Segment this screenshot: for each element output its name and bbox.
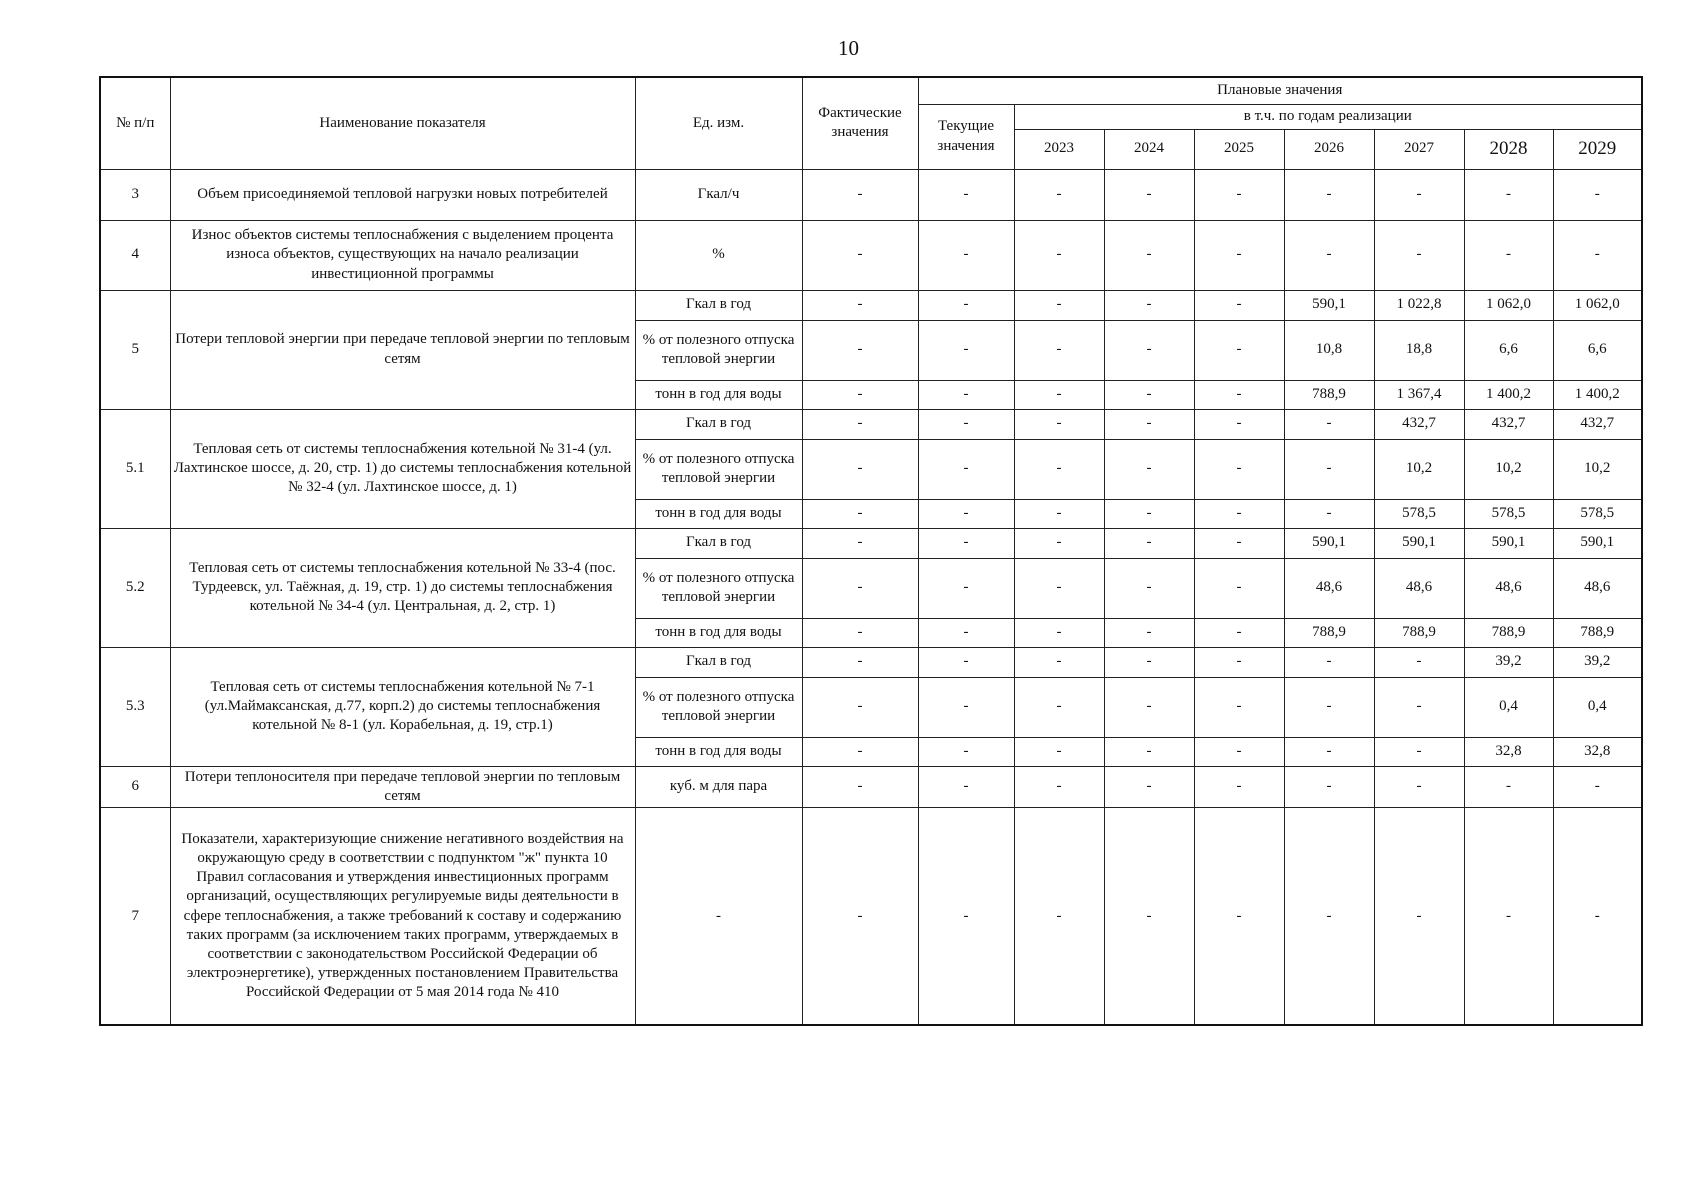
- value-cell: -: [1104, 409, 1194, 439]
- value-cell: 1 400,2: [1553, 380, 1642, 409]
- value-cell: -: [1374, 807, 1464, 1025]
- value-cell: -: [1464, 766, 1553, 807]
- value-cell: -: [802, 409, 918, 439]
- header-unit: Ед. изм.: [635, 77, 802, 169]
- value-cell: 1 062,0: [1464, 290, 1553, 320]
- value-cell: -: [802, 169, 918, 220]
- value-cell: -: [918, 766, 1014, 807]
- value-cell: -: [802, 737, 918, 766]
- unit-cell: Гкал в год: [635, 528, 802, 558]
- value-cell: -: [1014, 320, 1104, 380]
- value-cell: -: [1284, 169, 1374, 220]
- table-header: [100, 77, 1642, 169]
- header-actual: Фактические значения: [802, 77, 918, 169]
- value-cell: -: [1464, 169, 1553, 220]
- value-cell: -: [802, 220, 918, 290]
- value-cell: -: [1194, 169, 1284, 220]
- header-year: 2027: [1374, 129, 1464, 169]
- value-cell: -: [918, 737, 1014, 766]
- table-row: [100, 290, 1642, 320]
- value-cell: 48,6: [1553, 558, 1642, 618]
- value-cell: -: [1104, 618, 1194, 647]
- value-cell: -: [1284, 737, 1374, 766]
- value-cell: -: [1194, 677, 1284, 737]
- value-cell: 1 022,8: [1374, 290, 1464, 320]
- value-cell: 788,9: [1464, 618, 1553, 647]
- value-cell: 578,5: [1374, 499, 1464, 528]
- value-cell: -: [1194, 499, 1284, 528]
- table-row: [100, 766, 1642, 807]
- value-cell: -: [1014, 558, 1104, 618]
- indicators-table: [99, 76, 1643, 1026]
- row-number: 4: [100, 220, 170, 290]
- table-row: [100, 409, 1642, 439]
- value-cell: -: [802, 499, 918, 528]
- unit-cell: % от полезного отпуска тепловой энергии: [635, 320, 802, 380]
- value-cell: -: [802, 618, 918, 647]
- header-year: 2028: [1464, 129, 1553, 169]
- value-cell: -: [1284, 677, 1374, 737]
- value-cell: -: [1014, 528, 1104, 558]
- value-cell: -: [1553, 766, 1642, 807]
- header-by-years: в т.ч. по годам реализации: [1014, 104, 1642, 129]
- value-cell: -: [918, 618, 1014, 647]
- value-cell: -: [1374, 677, 1464, 737]
- value-cell: -: [1194, 766, 1284, 807]
- value-cell: -: [802, 320, 918, 380]
- indicator-name: Объем присоединяемой тепловой нагрузки новых потребителей: [170, 169, 635, 220]
- indicator-name: Потери тепловой энергии при передаче тепловой энергии по тепловым сетям: [170, 290, 635, 409]
- page-number: 10: [838, 36, 859, 60]
- value-cell: -: [1374, 220, 1464, 290]
- value-cell: 10,2: [1553, 439, 1642, 499]
- value-cell: 432,7: [1553, 409, 1642, 439]
- value-cell: 788,9: [1284, 618, 1374, 647]
- value-cell: -: [1194, 807, 1284, 1025]
- value-cell: -: [1194, 220, 1284, 290]
- value-cell: 18,8: [1374, 320, 1464, 380]
- value-cell: -: [1284, 409, 1374, 439]
- value-cell: -: [1194, 320, 1284, 380]
- row-number: 5.2: [100, 528, 170, 647]
- value-cell: -: [802, 647, 918, 677]
- value-cell: 32,8: [1464, 737, 1553, 766]
- unit-cell: Гкал в год: [635, 409, 802, 439]
- header-name: Наименование показателя: [170, 77, 635, 169]
- value-cell: -: [1014, 169, 1104, 220]
- value-cell: -: [802, 380, 918, 409]
- value-cell: -: [1014, 409, 1104, 439]
- value-cell: -: [918, 409, 1014, 439]
- value-cell: -: [1553, 220, 1642, 290]
- value-cell: -: [1014, 737, 1104, 766]
- value-cell: -: [1464, 807, 1553, 1025]
- value-cell: 0,4: [1553, 677, 1642, 737]
- row-number: 5.1: [100, 409, 170, 528]
- value-cell: -: [1553, 807, 1642, 1025]
- row-number: 5: [100, 290, 170, 409]
- table-row: [100, 169, 1642, 220]
- value-cell: -: [1194, 409, 1284, 439]
- header-year: 2025: [1194, 129, 1284, 169]
- indicator-name: Тепловая сеть от системы теплоснабжения котельной № 31-4 (ул. Лахтинское шоссе, д. 20, стр. 1) до системы теплоснабжения котельной № 32-4 (ул. Лахтинское шоссе, д. 1): [170, 409, 635, 528]
- value-cell: 0,4: [1464, 677, 1553, 737]
- value-cell: 10,2: [1464, 439, 1553, 499]
- value-cell: -: [1194, 380, 1284, 409]
- value-cell: -: [918, 439, 1014, 499]
- value-cell: -: [1014, 499, 1104, 528]
- header-planned: Плановые значения: [918, 77, 1642, 104]
- header-no: № п/п: [100, 77, 170, 169]
- value-cell: -: [1014, 647, 1104, 677]
- value-cell: 578,5: [1464, 499, 1553, 528]
- value-cell: -: [918, 677, 1014, 737]
- value-cell: 788,9: [1374, 618, 1464, 647]
- value-cell: 48,6: [1284, 558, 1374, 618]
- value-cell: 10,8: [1284, 320, 1374, 380]
- header-year: 2026: [1284, 129, 1374, 169]
- header-year: 2029: [1553, 129, 1642, 169]
- value-cell: -: [1014, 220, 1104, 290]
- value-cell: -: [1104, 439, 1194, 499]
- value-cell: -: [1553, 169, 1642, 220]
- value-cell: 590,1: [1553, 528, 1642, 558]
- value-cell: -: [1104, 528, 1194, 558]
- header-year: 2024: [1104, 129, 1194, 169]
- value-cell: -: [802, 558, 918, 618]
- value-cell: 6,6: [1553, 320, 1642, 380]
- value-cell: -: [802, 439, 918, 499]
- value-cell: -: [1284, 499, 1374, 528]
- table-row: [100, 528, 1642, 558]
- value-cell: 590,1: [1284, 290, 1374, 320]
- value-cell: -: [1104, 169, 1194, 220]
- value-cell: -: [1104, 807, 1194, 1025]
- unit-cell: Гкал в год: [635, 647, 802, 677]
- value-cell: 6,6: [1464, 320, 1553, 380]
- value-cell: 39,2: [1464, 647, 1553, 677]
- value-cell: -: [1104, 290, 1194, 320]
- unit-cell: тонн в год для воды: [635, 499, 802, 528]
- value-cell: -: [1464, 220, 1553, 290]
- value-cell: 590,1: [1374, 528, 1464, 558]
- row-number: 7: [100, 807, 170, 1025]
- unit-cell: -: [635, 807, 802, 1025]
- value-cell: -: [802, 807, 918, 1025]
- row-number: 6: [100, 766, 170, 807]
- value-cell: -: [918, 499, 1014, 528]
- value-cell: -: [1014, 807, 1104, 1025]
- value-cell: -: [1374, 737, 1464, 766]
- value-cell: -: [1104, 737, 1194, 766]
- value-cell: -: [1284, 220, 1374, 290]
- indicator-name: Показатели, характеризующие снижение негативного воздействия на окружающую среду в соответствии с подпунктом "ж" пункта 10 Правил согласования и утверждения инвестиционных программ организаций, осуществляющих регулируемые виды деятельности в сфере теплоснабжения, а также требований к составу и содержанию таких программ (за исключением таких программ, утверждаемых в соответствии с законодательством Российской Федерации об электроэнергетике), утвержденных постановлением Правительства Российской Федерации от 5 мая 2014 года № 410: [170, 807, 635, 1025]
- value-cell: -: [1284, 766, 1374, 807]
- value-cell: -: [802, 290, 918, 320]
- value-cell: 590,1: [1464, 528, 1553, 558]
- value-cell: -: [1194, 290, 1284, 320]
- value-cell: -: [918, 528, 1014, 558]
- indicator-name: Тепловая сеть от системы теплоснабжения котельной № 7-1 (ул.Маймаксанская, д.77, корп.2) до системы теплоснабжения котельной № 8-1 (ул. Корабельная, д. 19, стр.1): [170, 647, 635, 766]
- value-cell: -: [918, 220, 1014, 290]
- value-cell: 32,8: [1553, 737, 1642, 766]
- value-cell: 1 400,2: [1464, 380, 1553, 409]
- row-number: 5.3: [100, 647, 170, 766]
- indicator-name: Износ объектов системы теплоснабжения с выделением процента износа объектов, существующих на начало реализации инвестиционной программы: [170, 220, 635, 290]
- value-cell: -: [1194, 439, 1284, 499]
- unit-cell: тонн в год для воды: [635, 618, 802, 647]
- value-cell: -: [1104, 558, 1194, 618]
- value-cell: -: [918, 290, 1014, 320]
- value-cell: 432,7: [1464, 409, 1553, 439]
- value-cell: -: [1104, 766, 1194, 807]
- value-cell: -: [1374, 766, 1464, 807]
- value-cell: -: [1104, 380, 1194, 409]
- value-cell: 788,9: [1553, 618, 1642, 647]
- row-number: 3: [100, 169, 170, 220]
- value-cell: 1 367,4: [1374, 380, 1464, 409]
- value-cell: -: [1014, 766, 1104, 807]
- value-cell: -: [802, 766, 918, 807]
- value-cell: 48,6: [1374, 558, 1464, 618]
- value-cell: 578,5: [1553, 499, 1642, 528]
- value-cell: 590,1: [1284, 528, 1374, 558]
- value-cell: -: [1284, 439, 1374, 499]
- value-cell: -: [1104, 220, 1194, 290]
- table-body: [100, 169, 1642, 1025]
- header-year: 2023: [1014, 129, 1104, 169]
- value-cell: -: [1104, 499, 1194, 528]
- value-cell: 48,6: [1464, 558, 1553, 618]
- table-row: [100, 647, 1642, 677]
- unit-cell: %: [635, 220, 802, 290]
- value-cell: -: [802, 528, 918, 558]
- value-cell: -: [1194, 528, 1284, 558]
- value-cell: -: [1194, 558, 1284, 618]
- value-cell: -: [918, 647, 1014, 677]
- value-cell: 788,9: [1284, 380, 1374, 409]
- unit-cell: % от полезного отпуска тепловой энергии: [635, 439, 802, 499]
- indicator-name: Потери теплоносителя при передаче тепловой энергии по тепловым сетям: [170, 766, 635, 807]
- indicator-name: Тепловая сеть от системы теплоснабжения котельной № 33-4 (пос. Турдеевск, ул. Таёжная, д. 19, стр. 1) до системы теплоснабжения котельной № 34-4 (ул. Центральная, д. 2, стр. 1): [170, 528, 635, 647]
- value-cell: -: [918, 320, 1014, 380]
- value-cell: -: [1194, 618, 1284, 647]
- value-cell: -: [1014, 290, 1104, 320]
- unit-cell: Гкал/ч: [635, 169, 802, 220]
- value-cell: -: [1104, 677, 1194, 737]
- unit-cell: % от полезного отпуска тепловой энергии: [635, 558, 802, 618]
- value-cell: 10,2: [1374, 439, 1464, 499]
- value-cell: -: [1014, 677, 1104, 737]
- value-cell: -: [1014, 618, 1104, 647]
- unit-cell: Гкал в год: [635, 290, 802, 320]
- value-cell: 1 062,0: [1553, 290, 1642, 320]
- unit-cell: тонн в год для воды: [635, 380, 802, 409]
- unit-cell: куб. м для пара: [635, 766, 802, 807]
- value-cell: -: [1014, 380, 1104, 409]
- value-cell: -: [918, 558, 1014, 618]
- header-current: Текущие значения: [918, 104, 1014, 169]
- value-cell: -: [1284, 647, 1374, 677]
- value-cell: 432,7: [1374, 409, 1464, 439]
- value-cell: -: [1374, 647, 1464, 677]
- value-cell: -: [1104, 320, 1194, 380]
- table-row: [100, 807, 1642, 1025]
- value-cell: -: [918, 380, 1014, 409]
- unit-cell: тонн в год для воды: [635, 737, 802, 766]
- value-cell: -: [1104, 647, 1194, 677]
- value-cell: -: [918, 169, 1014, 220]
- value-cell: -: [1014, 439, 1104, 499]
- value-cell: -: [1374, 169, 1464, 220]
- value-cell: -: [1194, 737, 1284, 766]
- table-row: [100, 220, 1642, 290]
- value-cell: -: [918, 807, 1014, 1025]
- value-cell: -: [802, 677, 918, 737]
- unit-cell: % от полезного отпуска тепловой энергии: [635, 677, 802, 737]
- value-cell: -: [1194, 647, 1284, 677]
- value-cell: 39,2: [1553, 647, 1642, 677]
- value-cell: -: [1284, 807, 1374, 1025]
